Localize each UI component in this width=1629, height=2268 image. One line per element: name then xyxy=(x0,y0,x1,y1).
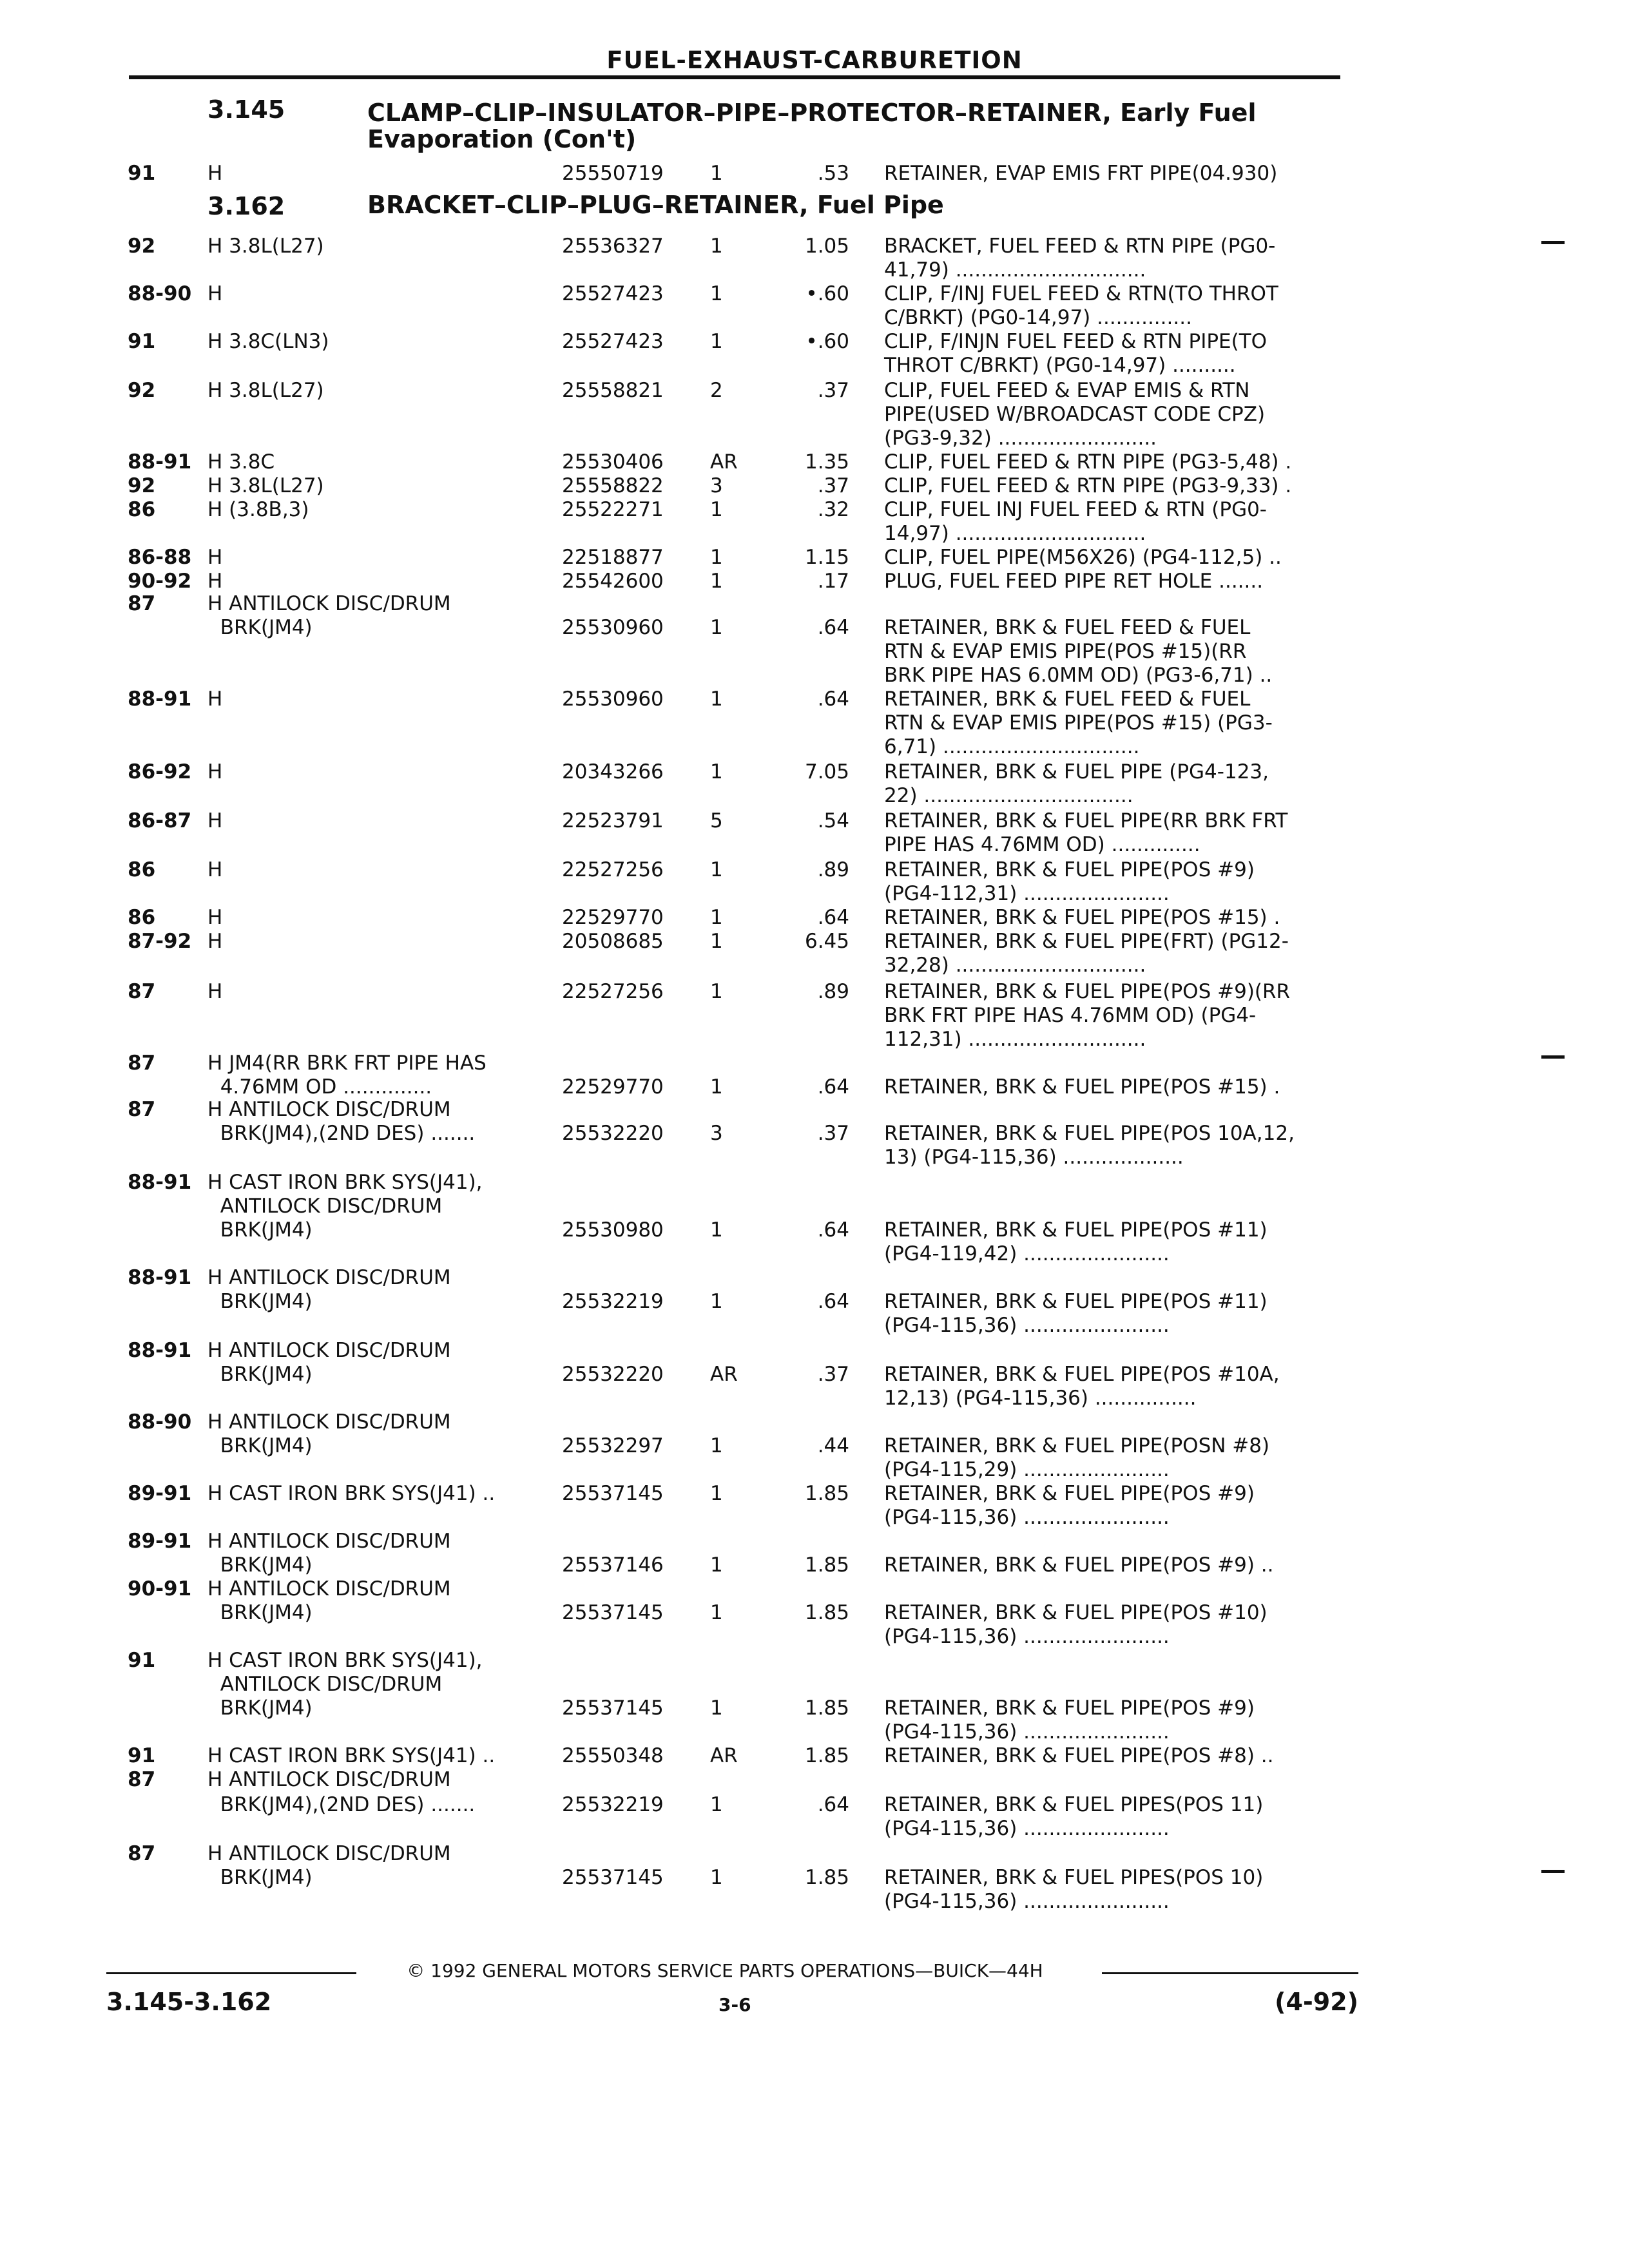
row-year: 88-90 xyxy=(128,282,192,305)
row-price: •.60 xyxy=(805,282,849,305)
row-application: H xyxy=(207,980,223,1003)
row-description: C/BRKT) (PG0-14,97) ............... xyxy=(884,306,1192,329)
row-part-number: 25558822 xyxy=(562,474,664,497)
row-price: .37 xyxy=(817,1363,849,1386)
row-description: (PG4-115,36) ....................... xyxy=(884,1720,1170,1744)
row-year: 87 xyxy=(128,1098,156,1121)
row-application: BRK(JM4),(2ND DES) ....... xyxy=(207,1793,476,1816)
row-application: H xyxy=(207,858,223,881)
row-application: BRK(JM4) xyxy=(207,616,313,639)
row-year: 88-91 xyxy=(128,687,192,711)
row-part-number: 25550719 xyxy=(562,162,664,185)
footer-rule-right xyxy=(1102,1972,1358,1974)
row-year: 88-91 xyxy=(128,1339,192,1362)
row-year: 90-92 xyxy=(128,570,192,593)
row-quantity: 5 xyxy=(710,809,723,832)
row-price: •.60 xyxy=(805,330,849,353)
row-year: 89-91 xyxy=(128,1530,192,1553)
row-price: .64 xyxy=(817,1290,849,1313)
margin-mark xyxy=(1541,1055,1565,1059)
row-part-number: 25532220 xyxy=(562,1363,664,1386)
row-application: H CAST IRON BRK SYS(J41) .. xyxy=(207,1482,496,1505)
row-description: RETAINER, BRK & FUEL PIPE(POS #9)(RR xyxy=(884,980,1291,1003)
row-year: 88-90 xyxy=(128,1410,192,1434)
row-quantity: 3 xyxy=(710,474,723,497)
row-application: H JM4(RR BRK FRT PIPE HAS xyxy=(207,1052,487,1075)
row-year: 86 xyxy=(128,498,156,521)
row-description: 41,79) .............................. xyxy=(884,258,1146,282)
row-application: H ANTILOCK DISC/DRUM xyxy=(207,592,451,615)
row-application: H xyxy=(207,570,223,593)
row-year: 90-91 xyxy=(128,1577,192,1600)
row-quantity: 1 xyxy=(710,1075,723,1099)
row-price: .64 xyxy=(817,1075,849,1099)
row-quantity: 1 xyxy=(710,1290,723,1313)
row-description: PIPE(USED W/BROADCAST CODE CPZ) xyxy=(884,403,1266,426)
row-application: H CAST IRON BRK SYS(J41), xyxy=(207,1649,483,1672)
row-description: RETAINER, BRK & FUEL PIPE(POS 10A,12, xyxy=(884,1122,1295,1145)
row-description: RETAINER, BRK & FUEL PIPE(POS #8) .. xyxy=(884,1744,1274,1767)
row-quantity: 1 xyxy=(710,1434,723,1457)
row-year: 87 xyxy=(128,1052,156,1075)
row-year: 86 xyxy=(128,906,156,929)
row-application: H xyxy=(207,546,223,569)
row-description: PLUG, FUEL FEED PIPE RET HOLE ....... xyxy=(884,570,1264,593)
row-application: BRK(JM4) xyxy=(207,1363,313,1386)
section-title-line: CLAMP–CLIP–INSULATOR–PIPE–PROTECTOR–RETAINER, Early Fuel xyxy=(367,99,1257,127)
row-price: .89 xyxy=(817,980,849,1003)
row-quantity: 1 xyxy=(710,546,723,569)
row-quantity: 1 xyxy=(710,1482,723,1505)
row-description: THROT C/BRKT) (PG0-14,97) .......... xyxy=(884,354,1236,377)
row-description: RETAINER, BRK & FUEL PIPE(POS #11) xyxy=(884,1218,1268,1242)
row-year: 88-91 xyxy=(128,1171,192,1194)
row-quantity: 1 xyxy=(710,1793,723,1816)
row-quantity: 1 xyxy=(710,858,723,881)
row-part-number: 25530960 xyxy=(562,687,664,711)
row-year: 88-91 xyxy=(128,450,192,474)
row-part-number: 22527256 xyxy=(562,858,664,881)
row-description: RETAINER, BRK & FUEL PIPE(POS #9) xyxy=(884,858,1255,881)
row-application: H 3.8L(L27) xyxy=(207,379,324,402)
row-description: RETAINER, BRK & FUEL PIPES(POS 11) xyxy=(884,1793,1264,1816)
row-quantity: 1 xyxy=(710,760,723,783)
row-application: H ANTILOCK DISC/DRUM xyxy=(207,1098,451,1121)
row-description: RETAINER, EVAP EMIS FRT PIPE(04.930) xyxy=(884,162,1278,185)
row-part-number: 20508685 xyxy=(562,930,664,953)
row-price: .32 xyxy=(817,498,849,521)
row-description: BRK FRT PIPE HAS 4.76MM OD) (PG4- xyxy=(884,1004,1257,1027)
footer-section-range: 3.145-3.162 xyxy=(106,1988,272,2016)
row-description: RETAINER, BRK & FUEL PIPE(POS #9) .. xyxy=(884,1553,1274,1577)
row-year: 86-92 xyxy=(128,760,192,783)
row-application: H CAST IRON BRK SYS(J41), xyxy=(207,1171,483,1194)
row-application: H ANTILOCK DISC/DRUM xyxy=(207,1266,451,1289)
row-price: .64 xyxy=(817,616,849,639)
row-part-number: 25527423 xyxy=(562,282,664,305)
row-year: 91 xyxy=(128,162,156,185)
row-part-number: 25537145 xyxy=(562,1601,664,1624)
section-title-line: Evaporation (Con't) xyxy=(367,125,637,153)
row-application: BRK(JM4) xyxy=(207,1553,313,1577)
row-description: (PG4-119,42) ....................... xyxy=(884,1242,1170,1265)
row-part-number: 25527423 xyxy=(562,330,664,353)
row-quantity: 1 xyxy=(710,570,723,593)
row-quantity: 1 xyxy=(710,498,723,521)
row-year: 92 xyxy=(128,379,156,402)
section-title xyxy=(367,100,1256,153)
section-number: 3.145 xyxy=(207,95,285,124)
row-application: BRK(JM4),(2ND DES) ....... xyxy=(207,1122,476,1145)
row-price: 1.35 xyxy=(804,450,849,474)
row-application: H (3.8B,3) xyxy=(207,498,309,521)
row-quantity: 1 xyxy=(710,330,723,353)
row-price: 6.45 xyxy=(804,930,849,953)
section-title xyxy=(367,192,944,218)
row-year: 86 xyxy=(128,858,156,881)
row-part-number: 25537145 xyxy=(562,1482,664,1505)
row-description: RETAINER, BRK & FUEL FEED & FUEL xyxy=(884,616,1251,639)
page-header: FUEL-EXHAUST-CARBURETION xyxy=(606,46,1023,74)
row-description: 112,31) ............................ xyxy=(884,1028,1146,1051)
row-quantity: AR xyxy=(710,1744,738,1767)
row-application: H xyxy=(207,687,223,711)
row-part-number: 22529770 xyxy=(562,1075,664,1099)
row-application: H CAST IRON BRK SYS(J41) .. xyxy=(207,1744,496,1767)
footer-page-number: 3-6 xyxy=(718,1994,751,2015)
row-price: 1.85 xyxy=(804,1482,849,1505)
row-description: CLIP, FUEL FEED & RTN PIPE (PG3-5,48) . xyxy=(884,450,1292,474)
row-price: .64 xyxy=(817,687,849,711)
row-description: (PG4-115,36) ....................... xyxy=(884,1625,1170,1648)
row-part-number: 25530406 xyxy=(562,450,664,474)
row-part-number: 20343266 xyxy=(562,760,664,783)
row-description: RETAINER, BRK & FUEL PIPE(POS #9) xyxy=(884,1696,1255,1720)
row-year: 86-88 xyxy=(128,546,192,569)
row-part-number: 22529770 xyxy=(562,906,664,929)
row-description: RTN & EVAP EMIS PIPE(POS #15)(RR xyxy=(884,640,1247,663)
row-price: .54 xyxy=(817,809,849,832)
row-part-number: 25558821 xyxy=(562,379,664,402)
row-description: (PG4-115,36) ....................... xyxy=(884,1506,1170,1529)
row-description: RETAINER, BRK & FUEL PIPE (PG4-123, xyxy=(884,760,1269,783)
row-price: .64 xyxy=(817,1793,849,1816)
row-price: 1.85 xyxy=(804,1866,849,1889)
row-part-number: 22527256 xyxy=(562,980,664,1003)
row-quantity: 1 xyxy=(710,162,723,185)
row-quantity: 1 xyxy=(710,235,723,258)
row-application: BRK(JM4) xyxy=(207,1290,313,1313)
row-application: H ANTILOCK DISC/DRUM xyxy=(207,1530,451,1553)
row-application: BRK(JM4) xyxy=(207,1601,313,1624)
row-year: 88-91 xyxy=(128,1266,192,1289)
row-quantity: 1 xyxy=(710,1553,723,1577)
footer-copyright: © 1992 GENERAL MOTORS SERVICE PARTS OPERATIONS—BUICK—44H xyxy=(407,1960,1043,1981)
row-price: 1.85 xyxy=(804,1696,849,1720)
row-price: 1.05 xyxy=(804,235,849,258)
row-description: 32,28) .............................. xyxy=(884,954,1146,977)
row-application: H ANTILOCK DISC/DRUM xyxy=(207,1842,451,1865)
row-quantity: AR xyxy=(710,450,738,474)
row-quantity: 1 xyxy=(710,282,723,305)
row-description: (PG3-9,32) ......................... xyxy=(884,427,1157,450)
row-description: (PG4-112,31) ....................... xyxy=(884,882,1170,905)
row-application: BRK(JM4) xyxy=(207,1866,313,1889)
row-part-number: 25530980 xyxy=(562,1218,664,1242)
row-quantity: 1 xyxy=(710,687,723,711)
row-part-number: 25537145 xyxy=(562,1866,664,1889)
row-quantity: 1 xyxy=(710,1218,723,1242)
row-description: CLIP, F/INJ FUEL FEED & RTN(TO THROT xyxy=(884,282,1278,305)
row-part-number: 25550348 xyxy=(562,1744,664,1767)
row-description: RETAINER, BRK & FUEL PIPE(POS #10) xyxy=(884,1601,1268,1624)
row-application: ANTILOCK DISC/DRUM xyxy=(207,1673,443,1696)
row-application: H 3.8C xyxy=(207,450,275,474)
row-price: 1.85 xyxy=(804,1601,849,1624)
row-application: H xyxy=(207,282,223,305)
row-year: 87 xyxy=(128,592,156,615)
row-description: RETAINER, BRK & FUEL PIPE(POS #15) . xyxy=(884,906,1280,929)
row-year: 91 xyxy=(128,1649,156,1672)
row-part-number: 25522271 xyxy=(562,498,664,521)
row-price: .17 xyxy=(817,570,849,593)
row-part-number: 25532219 xyxy=(562,1290,664,1313)
row-price: .89 xyxy=(817,858,849,881)
row-application: 4.76MM OD .............. xyxy=(207,1075,432,1099)
row-price: .37 xyxy=(817,1122,849,1145)
row-application: H ANTILOCK DISC/DRUM xyxy=(207,1577,451,1600)
row-year: 87 xyxy=(128,980,156,1003)
row-description: CLIP, FUEL FEED & EVAP EMIS & RTN xyxy=(884,379,1250,402)
row-price: .37 xyxy=(817,379,849,402)
row-part-number: 25537146 xyxy=(562,1553,664,1577)
row-description: 13) (PG4-115,36) ................... xyxy=(884,1146,1184,1169)
row-year: 91 xyxy=(128,1744,156,1767)
row-year: 91 xyxy=(128,330,156,353)
row-application: H 3.8L(L27) xyxy=(207,474,324,497)
row-application: H ANTILOCK DISC/DRUM xyxy=(207,1768,451,1791)
row-description: CLIP, FUEL INJ FUEL FEED & RTN (PG0- xyxy=(884,498,1267,521)
footer-date: (4-92) xyxy=(1275,1988,1358,2016)
row-quantity: 1 xyxy=(710,616,723,639)
row-part-number: 22518877 xyxy=(562,546,664,569)
row-year: 87 xyxy=(128,1768,156,1791)
row-price: .37 xyxy=(817,474,849,497)
row-application: ANTILOCK DISC/DRUM xyxy=(207,1195,443,1218)
row-application: BRK(JM4) xyxy=(207,1434,313,1457)
row-description: RETAINER, BRK & FUEL PIPE(RR BRK FRT xyxy=(884,809,1288,832)
row-price: .53 xyxy=(817,162,849,185)
margin-mark xyxy=(1541,1870,1565,1873)
row-price: .64 xyxy=(817,1218,849,1242)
row-year: 86-87 xyxy=(128,809,192,832)
row-quantity: 3 xyxy=(710,1122,723,1145)
row-application: H xyxy=(207,760,223,783)
row-part-number: 25536327 xyxy=(562,235,664,258)
row-application: H xyxy=(207,809,223,832)
section-title-line: BRACKET–CLIP–PLUG–RETAINER, Fuel Pipe xyxy=(367,191,944,219)
row-description: RETAINER, BRK & FUEL PIPE(POS #10A, xyxy=(884,1363,1280,1386)
row-price: 1.85 xyxy=(804,1553,849,1577)
row-part-number: 22523791 xyxy=(562,809,664,832)
row-application: BRK(JM4) xyxy=(207,1696,313,1720)
row-application: BRK(JM4) xyxy=(207,1218,313,1242)
row-description: RETAINER, BRK & FUEL PIPE(FRT) (PG12- xyxy=(884,930,1289,953)
row-quantity: 2 xyxy=(710,379,723,402)
row-year: 92 xyxy=(128,474,156,497)
row-application: H xyxy=(207,930,223,953)
row-description: CLIP, F/INJN FUEL FEED & RTN PIPE(TO xyxy=(884,330,1268,353)
row-part-number: 25542600 xyxy=(562,570,664,593)
row-price: 1.15 xyxy=(804,546,849,569)
row-part-number: 25530960 xyxy=(562,616,664,639)
row-description: BRACKET, FUEL FEED & RTN PIPE (PG0- xyxy=(884,235,1276,258)
row-description: RTN & EVAP EMIS PIPE(POS #15) (PG3- xyxy=(884,711,1273,735)
row-part-number: 25537145 xyxy=(562,1696,664,1720)
row-description: 22) ................................. xyxy=(884,784,1133,807)
row-price: 7.05 xyxy=(804,760,849,783)
row-quantity: 1 xyxy=(710,906,723,929)
row-description: (PG4-115,29) ....................... xyxy=(884,1458,1170,1481)
row-description: 12,13) (PG4-115,36) ................ xyxy=(884,1387,1197,1410)
row-application: H ANTILOCK DISC/DRUM xyxy=(207,1410,451,1434)
margin-mark xyxy=(1541,241,1565,244)
row-part-number: 25532297 xyxy=(562,1434,664,1457)
row-description: 6,71) ............................... xyxy=(884,735,1140,758)
row-description: RETAINER, BRK & FUEL PIPE(POS #9) xyxy=(884,1482,1255,1505)
row-year: 87-92 xyxy=(128,930,192,953)
row-description: RETAINER, BRK & FUEL FEED & FUEL xyxy=(884,687,1251,711)
row-year: 92 xyxy=(128,235,156,258)
row-description: RETAINER, BRK & FUEL PIPE(POS #15) . xyxy=(884,1075,1280,1099)
row-application: H xyxy=(207,162,223,185)
row-price: 1.85 xyxy=(804,1744,849,1767)
row-part-number: 25532220 xyxy=(562,1122,664,1145)
row-year: 87 xyxy=(128,1842,156,1865)
row-price: .44 xyxy=(817,1434,849,1457)
row-description: RETAINER, BRK & FUEL PIPES(POS 10) xyxy=(884,1866,1264,1889)
footer-rule-left xyxy=(106,1972,356,1974)
row-description: PIPE HAS 4.76MM OD) .............. xyxy=(884,833,1200,856)
row-quantity: 1 xyxy=(710,1601,723,1624)
row-application: H xyxy=(207,906,223,929)
section-number: 3.162 xyxy=(207,192,285,220)
row-quantity: 1 xyxy=(710,1866,723,1889)
row-quantity: AR xyxy=(710,1363,738,1386)
row-quantity: 1 xyxy=(710,980,723,1003)
row-description: RETAINER, BRK & FUEL PIPE(POSN #8) xyxy=(884,1434,1270,1457)
row-description: 14,97) .............................. xyxy=(884,522,1146,545)
row-year: 89-91 xyxy=(128,1482,192,1505)
row-quantity: 1 xyxy=(710,1696,723,1720)
row-quantity: 1 xyxy=(710,930,723,953)
row-part-number: 25532219 xyxy=(562,1793,664,1816)
row-description: (PG4-115,36) ....................... xyxy=(884,1817,1170,1840)
row-application: H 3.8C(LN3) xyxy=(207,330,329,353)
header-rule xyxy=(129,75,1340,79)
row-application: H ANTILOCK DISC/DRUM xyxy=(207,1339,451,1362)
row-description: BRK PIPE HAS 6.0MM OD) (PG3-6,71) .. xyxy=(884,664,1273,687)
row-description: (PG4-115,36) ....................... xyxy=(884,1890,1170,1913)
row-application: H 3.8L(L27) xyxy=(207,235,324,258)
row-description: CLIP, FUEL PIPE(M56X26) (PG4-112,5) .. xyxy=(884,546,1282,569)
row-price: .64 xyxy=(817,906,849,929)
row-description: RETAINER, BRK & FUEL PIPE(POS #11) xyxy=(884,1290,1268,1313)
row-description: (PG4-115,36) ....................... xyxy=(884,1314,1170,1337)
row-description: CLIP, FUEL FEED & RTN PIPE (PG3-9,33) . xyxy=(884,474,1292,497)
